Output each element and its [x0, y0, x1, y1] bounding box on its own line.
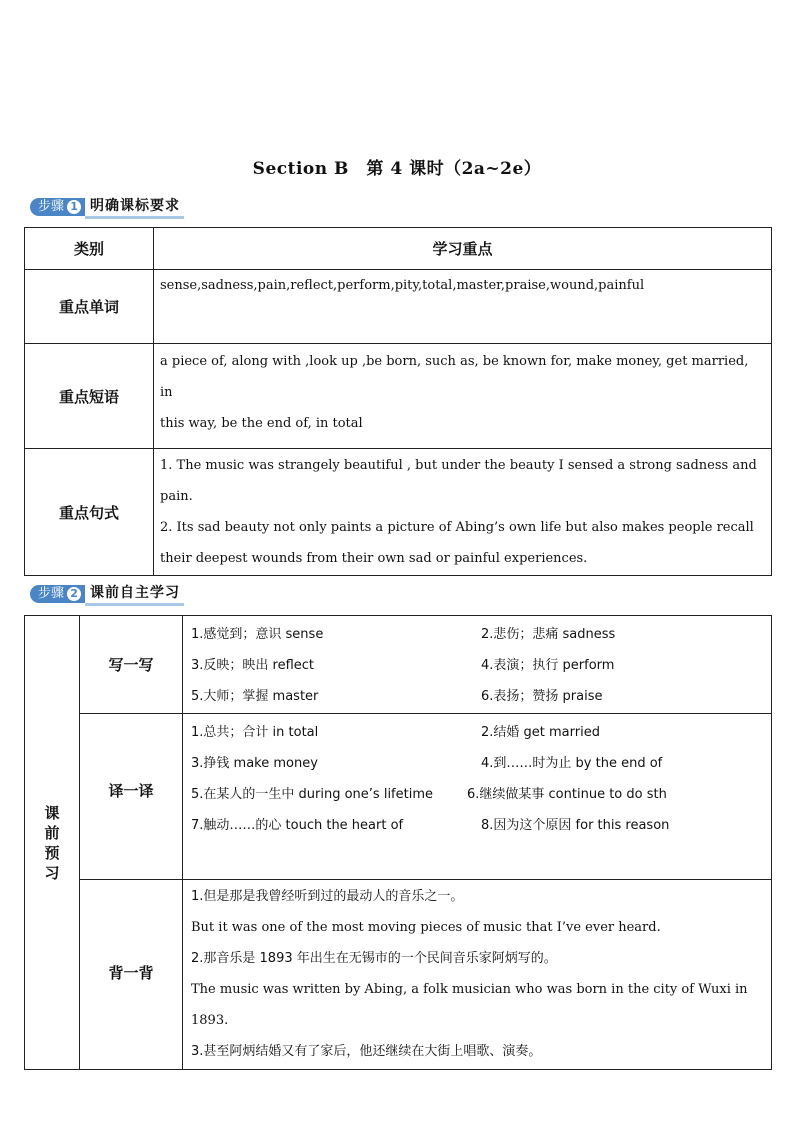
key-words-category: 重点单词: [25, 270, 154, 344]
side-char: 预: [44, 843, 60, 862]
key-phrases-content: [154, 344, 772, 449]
key-phrases-line: a piece of, along with ,look up ,be born, such as, be known for, make money, get married, in: [160, 354, 749, 400]
recite-line: But it was one of the most moving pieces of music that I’ve ever heard.: [191, 920, 661, 935]
key-words-row: [25, 270, 772, 344]
translate-item: 5.在某人的一生中 during one’s lifetime: [191, 787, 434, 802]
write-row: [25, 616, 772, 714]
key-phrases-category: 重点短语: [25, 344, 154, 449]
translate-category: 译一译: [80, 714, 183, 880]
key-sentences-line: pain.: [160, 489, 193, 504]
translate-item-row: [191, 777, 765, 808]
write-item-row: [191, 617, 765, 648]
key-sentences-line: 2. Its sad beauty not only paints a picture of Abing’s own life but also makes people recall: [160, 520, 754, 535]
step-2-label: 课前自主学习: [85, 582, 184, 606]
write-item: 3.反映；映出 reflect: [191, 658, 315, 673]
side-char: 习: [44, 863, 60, 882]
translate-item: 3.挣钱 make money: [191, 756, 318, 771]
translate-content: [183, 714, 772, 880]
write-item: 1.感觉到；意识 sense: [191, 627, 324, 642]
recite-content: [183, 880, 772, 1070]
recite-row: [25, 880, 772, 1070]
recite-line: 1893.: [191, 1013, 229, 1028]
step-2-banner: [30, 584, 184, 604]
recite-line: 1.但是那是我曾经听到过的最动人的音乐之一。: [191, 889, 464, 904]
standards-table: [24, 227, 772, 576]
step-1-tag: [30, 198, 85, 216]
translate-item-row: [191, 746, 765, 777]
standards-header-row: [25, 228, 772, 270]
translate-item: 2.结婚 get married: [481, 725, 600, 740]
key-sentences-row: [25, 449, 772, 576]
page-title: Section B 第 4 课时（2a~2e）: [252, 159, 542, 179]
translate-item: 1.总共；合计 in total: [191, 725, 319, 740]
key-words-line: sense,sadness,pain,reflect,perform,pity,total,master,praise,wound,painful: [160, 278, 645, 293]
step-2-tag: [30, 585, 85, 603]
preview-side-label: [25, 616, 80, 1070]
step-1-label: 明确课标要求: [85, 195, 184, 219]
write-item-row: [191, 679, 765, 710]
translate-item: 6.继续做某事 continue to do sth: [467, 787, 667, 802]
translate-item-row: [191, 808, 765, 839]
recite-line: 2.那音乐是 1893 年出生在无锡市的一个民间音乐家阿炳写的。: [191, 951, 557, 966]
recite-line: 3.甚至阿炳结婚又有了家后，他还继续在大街上唱歌、演奏。: [191, 1044, 542, 1059]
translate-item: 8.因为这个原因 for this reason: [481, 818, 670, 833]
side-char: 前: [44, 823, 60, 842]
key-sentences-content: [154, 449, 772, 576]
write-item-row: [191, 648, 765, 679]
recite-line: The music was written by Abing, a folk musician who was born in the city of Wuxi in: [191, 982, 748, 997]
step-1-banner: [30, 197, 184, 217]
step-1-number-icon: 1: [67, 200, 81, 214]
key-sentences-category: 重点句式: [25, 449, 154, 576]
step-1-tag-text: 步骤: [38, 199, 65, 214]
step-2-tag-text: 步骤: [38, 586, 65, 601]
focus-header: 学习重点: [154, 228, 772, 270]
translate-item: 4.到……时为止 by the end of: [481, 756, 663, 771]
key-phrases-line: this way, be the end of, in total: [160, 416, 363, 431]
write-item: 6.表扬；赞扬 praise: [481, 689, 603, 704]
write-item: 4.表演；执行 perform: [481, 658, 615, 673]
translate-item-row: [191, 715, 765, 746]
recite-category: 背一背: [80, 880, 183, 1070]
write-item: 2.悲伤；悲痛 sadness: [481, 627, 616, 642]
preview-table: [24, 615, 772, 1070]
translate-item: 7.触动……的心 touch the heart of: [191, 818, 404, 833]
key-sentences-line: their deepest wounds from their own sad or painful experiences.: [160, 551, 588, 566]
key-words-content: [154, 270, 772, 344]
step-2-number-icon: 2: [67, 587, 81, 601]
write-item: 5.大师；掌握 master: [191, 689, 319, 704]
translate-row: [25, 714, 772, 880]
write-content: [183, 616, 772, 714]
category-header: 类别: [25, 228, 154, 270]
write-category: 写一写: [80, 616, 183, 714]
side-char: 课: [44, 803, 60, 822]
key-sentences-line: 1. The music was strangely beautiful , but under the beauty I sensed a strong sadness and: [160, 458, 757, 473]
key-phrases-row: [25, 344, 772, 449]
